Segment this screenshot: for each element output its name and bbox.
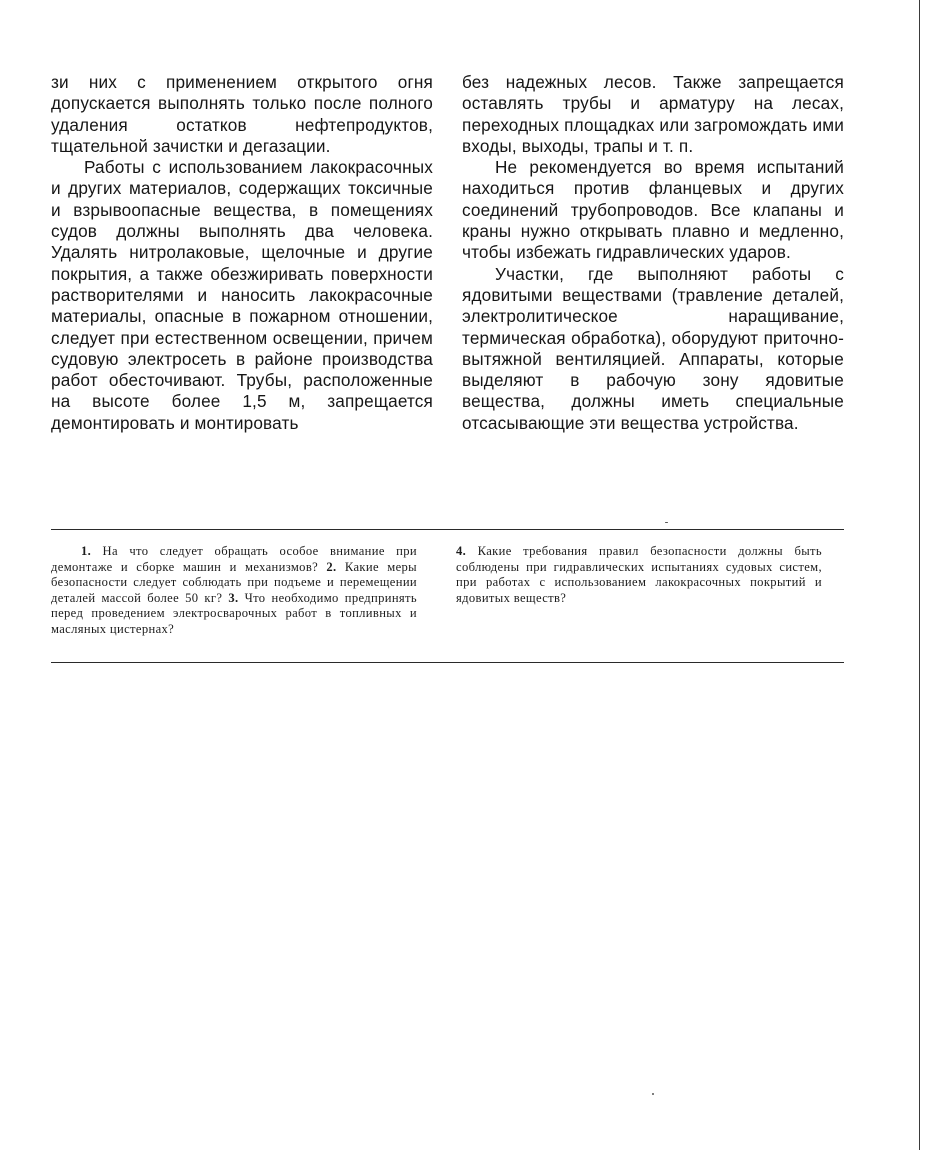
question-number: 1. — [81, 544, 92, 558]
divider-top — [51, 529, 844, 530]
paragraph: Работы с использованием лакокрасочных и других материалов, содержащих токсичные и взрывоопасные вещества, в помещениях судов должны выполнять два человека. Удалять нитролаковые, щелочные и другие покрытия, а также обезжиривать поверхности растворителями и наносить лакокрасочные материалы, опасные в пожарном отношении, следует при естественном освещении, причем судовую электросеть в районе производства работ обесточивают. Трубы, расположенные на высоте более 1,5 м, запрещается демонтировать и монтировать — [51, 157, 433, 433]
scan-speck — [652, 1093, 654, 1095]
review-questions — [456, 544, 822, 606]
questions-column-left — [51, 544, 417, 638]
question-number: 3. — [228, 590, 239, 605]
body-column-left — [51, 72, 433, 434]
divider-bottom — [51, 662, 844, 663]
question-number: 2. — [326, 559, 337, 574]
paragraph: без надежных лесов. Также запрещается оставлять трубы и арматуру на лесах, переходных площадках или загромождать ими входы, выходы, трапы и т. п. — [462, 72, 844, 156]
body-column-right — [462, 72, 844, 434]
paragraph: зи них с применением открытого огня допускается выполнять только после полного удаления остатков нефтепродуктов, тщательной зачистки и дегазации. — [51, 72, 433, 156]
question-number: 4. — [456, 544, 467, 558]
question-text: Что необходимо предпринять перед проведением электросварочных работ в топливных и масляных цистернах? — [51, 590, 418, 636]
review-questions — [51, 544, 417, 638]
paragraph: Участки, где выполняют работы с ядовитыми веществами (травление деталей, электролитическое наращивание, термическая обработка), оборудуют приточно-вытяжной вентиляцией. Аппараты, которые выделяют в рабочую зону ядовитые вещества, должны иметь специальные отсасывающие эти вещества устройства. — [462, 263, 844, 433]
question-text: Какие требования правил безопасности должны быть соблюдены при гидравлических испытаниях судовых систем, при работах с использованием лакокрасочных покрытий и ядовитых веществ? — [456, 544, 822, 605]
paragraph: Не рекомендуется во время испытаний находиться против фланцевых и других соединений трубопроводов. Все клапаны и краны нужно открывать плавно и медленно, чтобы избежать гидравлических ударов. — [462, 157, 844, 263]
page-edge-line — [919, 0, 920, 1150]
question-text: На что следует обращать особое внимание при демонтаже и сборке машин и механизмов? — [51, 544, 417, 574]
scan-speck — [665, 522, 668, 523]
questions-column-right — [456, 544, 822, 606]
question-text: Какие меры безопасности следует соблюдать при подъеме и перемещении деталей массой более 50 кг? — [51, 559, 417, 605]
